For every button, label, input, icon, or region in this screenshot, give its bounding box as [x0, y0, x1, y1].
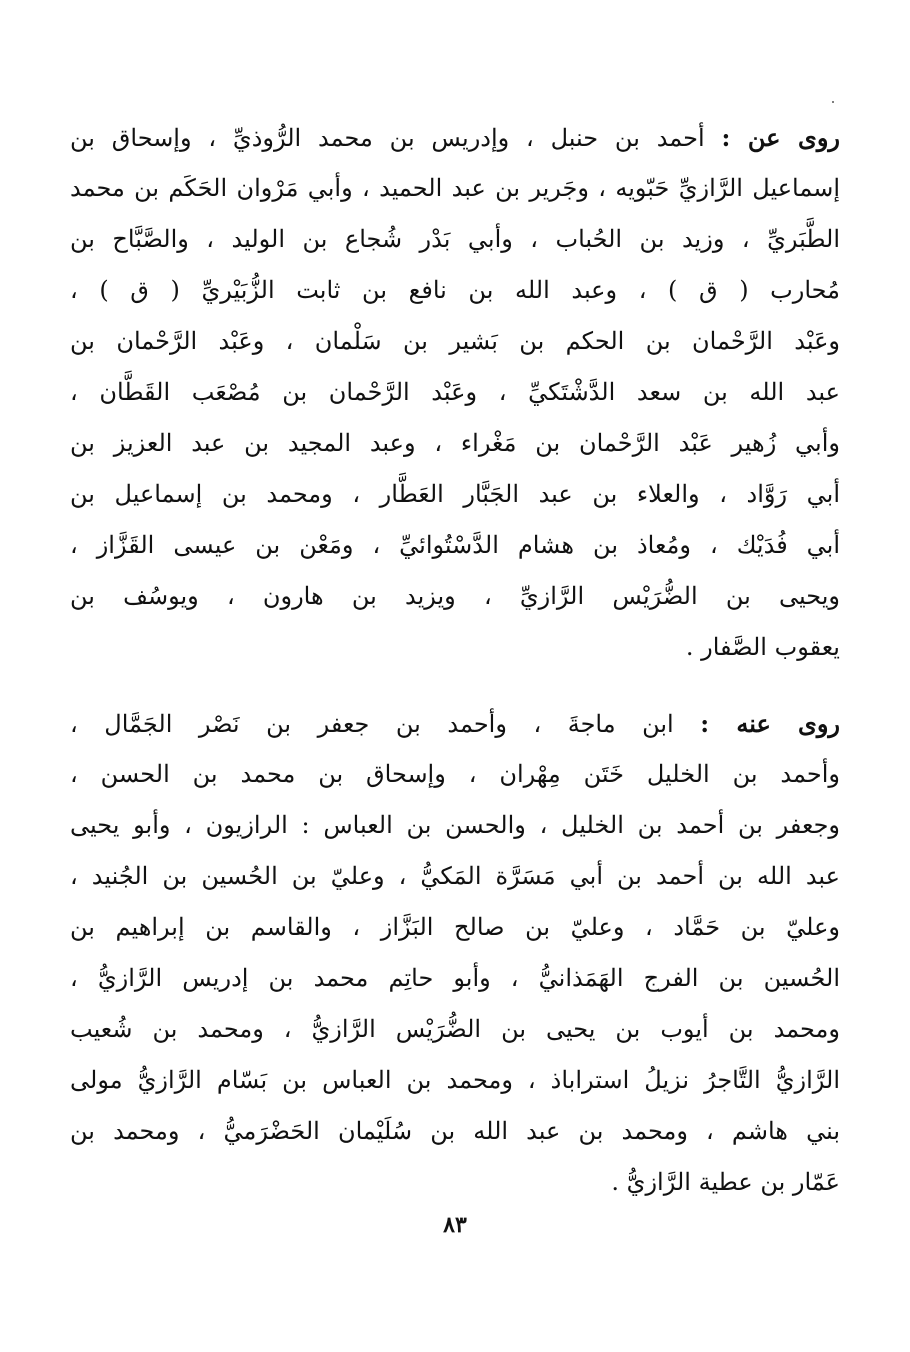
text-line: عبد الله بن أحمد بن أبي مَسَرَّة المَكيُّ ، وعليّ بن الحُسين بن الجُنيد ، [70, 862, 840, 890]
text-line: يعقوب الصَّفار . [685, 633, 840, 661]
text-line: إسماعيل الرَّازيِّ حَبّويه ، وجَرير بن عبد الحميد ، وأبي مَرْوان الحَكَم بن محمد [70, 174, 840, 202]
text-line: مُحارب ( ق ) ، وعبد الله بن نافع بن ثابت الزُّبَيْريِّ ( ق ) ، [70, 276, 840, 304]
text-line: ويحيى بن الضُّرَيْس الرَّازيِّ ، ويزيد بن هارون ، ويوسُف بن [70, 582, 840, 610]
text-line: الرَّازيُّ التَّاجرُ نزيلُ استراباذ ، ومحمد بن العباس بن بَسّام الرَّازيُّ مولى [70, 1066, 840, 1094]
text-line: وجعفر بن أحمد بن الخليل ، والحسن بن العباس : الرازيون ، وأبو يحيى [70, 811, 840, 839]
text-line: بني هاشم ، ومحمد بن عبد الله بن سُلَيْمان الحَضْرَميُّ ، ومحمد بن [70, 1117, 840, 1145]
narrated-from-label: روى عن : [721, 123, 840, 152]
text-line: وعليّ بن حَمَّاد ، وعليّ بن صالح البَزَّاز ، والقاسم بن إبراهيم بن [70, 913, 840, 941]
text-line: الطَّبَريِّ ، وزيد بن الحُباب ، وأبي بَدْر شُجاع بن الوليد ، والصَّبَّاح بن [70, 225, 840, 253]
text-line: أبي رَوَّاد ، والعلاء بن عبد الجَبَّار العَطَّار ، ومحمد بن إسماعيل بن [70, 480, 840, 508]
narrated-by-label: روى عنه : [700, 709, 840, 738]
page-number: ٨٣ [443, 1212, 467, 1238]
text-line: وأبي زُهير عَبْد الرَّحْمان بن مَغْراء ، وعبد المجيد بن عبد العزيز بن [70, 429, 840, 457]
text-line: وأحمد بن الخليل خَتَن مِهْران ، وإسحاق بن محمد بن الحسن ، [70, 760, 840, 788]
text-line: الحُسين بن الفرج الهَمَذانيُّ ، وأبو حاتِم محمد بن إدريس الرَّازيُّ ، [70, 964, 840, 992]
page-speck [832, 101, 834, 103]
text-line: روى عن : أحمد بن حنبل ، وإدريس بن محمد الرُّوذيِّ ، وإسحاق بن [70, 123, 840, 152]
text-line: أبي فُدَيْك ، ومُعاذ بن هشام الدَّسْتُوائيِّ ، ومَعْن بن عيسى القَزَّاز ، [70, 531, 840, 559]
text-line: عبد الله بن سعد الدَّشْتَكيِّ ، وعَبْد الرَّحْمان بن مُصْعَب القَطَّان ، [70, 378, 840, 406]
narrated-from-paragraph [70, 112, 840, 673]
text-line: وعَبْد الرَّحْمان بن الحكم بن بَشير بن سَلْمان ، وعَبْد الرَّحْمان بن [70, 327, 840, 355]
text-line: روى عنه : ابن ماجةَ ، وأحمد بن جعفر بن نَصْر الجَمَّال ، [70, 709, 840, 738]
narrated-by-paragraph [70, 698, 840, 1208]
text-line: عَمّار بن عطية الرَّازيُّ . [611, 1168, 840, 1196]
text-line: ومحمد بن أيوب بن يحيى بن الضُّرَيْس الرَّازيُّ ، ومحمد بن شُعيب [70, 1015, 840, 1043]
